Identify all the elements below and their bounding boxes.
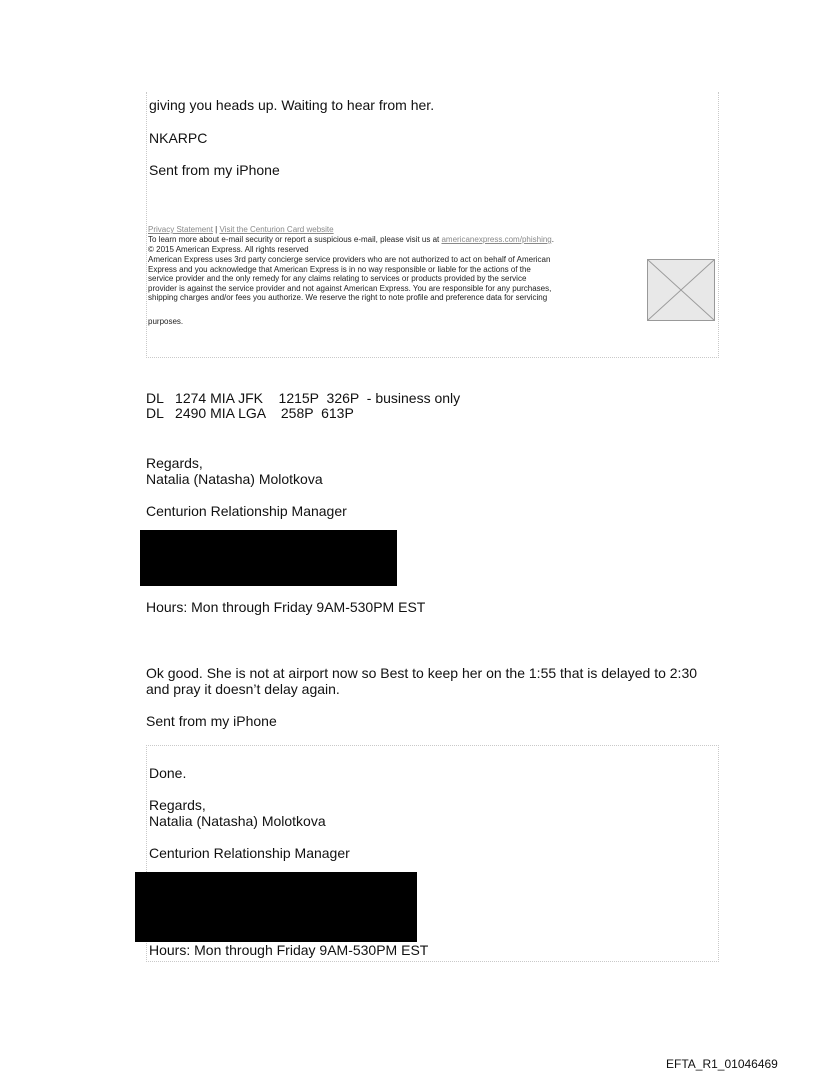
disclaimer-line: Express and you acknowledge that American Express is in no way responsible or liable for the actions of the <box>148 264 531 274</box>
signature-regards: Regards, <box>146 455 203 471</box>
privacy-statement-link[interactable]: Privacy Statement <box>148 225 213 234</box>
disclaimer-line: purposes. <box>148 317 184 326</box>
broken-image-placeholder <box>647 259 715 321</box>
signature-hours: Hours: Mon through Friday 9AM-530PM EST <box>146 599 426 615</box>
copyright-notice: © 2015 American Express. All rights reserved <box>148 245 309 254</box>
quoted-hours: Hours: Mon through Friday 9AM-530PM EST <box>149 942 429 958</box>
security-notice-text: To learn more about e-mail security or report a suspicious e-mail, please visit us at <box>148 235 442 244</box>
quoted-regards: Regards, <box>149 797 206 813</box>
security-notice-period: . <box>551 235 554 244</box>
footer-links-row <box>148 225 334 234</box>
email-line-heads-up: giving you heads up. Waiting to hear from her. <box>149 97 435 113</box>
document-id: EFTA_R1_01046469 <box>666 1057 778 1071</box>
reply-line: and pray it doesn’t delay again. <box>146 681 340 697</box>
footer-separator: | <box>215 225 218 234</box>
centurion-website-link[interactable]: Visit the Centurion Card website <box>219 225 334 234</box>
disclaimer-line: provider is against the service provider and not against American Express. You are responsible for any purchases, <box>148 283 552 293</box>
quoted-done: Done. <box>149 765 187 781</box>
signature-title: Centurion Relationship Manager <box>146 503 347 519</box>
security-notice <box>148 235 554 244</box>
redaction-block <box>135 872 417 942</box>
reply-line: Ok good. She is not at airport now so Best to keep her on the 1:55 that is delayed to 2:30 <box>146 665 698 681</box>
disclaimer-line: shipping charges and/or fees you authorize. We reserve the right to note profile and preference data for servicing <box>148 293 548 302</box>
quoted-name: Natalia (Natasha) Molotkova <box>149 813 326 829</box>
disclaimer-line: service provider and the only remedy for any claims relating to services or products provided by the service <box>148 274 527 283</box>
quoted-title: Centurion Relationship Manager <box>149 845 350 861</box>
reply-sent-from: Sent from my iPhone <box>146 713 277 729</box>
email-line-initials: NKARPC <box>149 130 208 146</box>
email-line-sent-from: Sent from my iPhone <box>149 162 280 178</box>
flight-line: DL 1274 MIA JFK 1215P 326P - business only <box>146 390 461 406</box>
disclaimer-line: American Express uses 3rd party concierge service providers who are not authorized to act on behalf of American <box>148 255 551 264</box>
image-placeholder-icon <box>648 260 714 320</box>
signature-name: Natalia (Natasha) Molotkova <box>146 471 323 487</box>
redaction-block <box>140 530 397 586</box>
phishing-link[interactable]: americanexpress.com/phishing <box>441 235 552 244</box>
flight-line: DL 2490 MIA LGA 258P 613P <box>146 405 354 421</box>
